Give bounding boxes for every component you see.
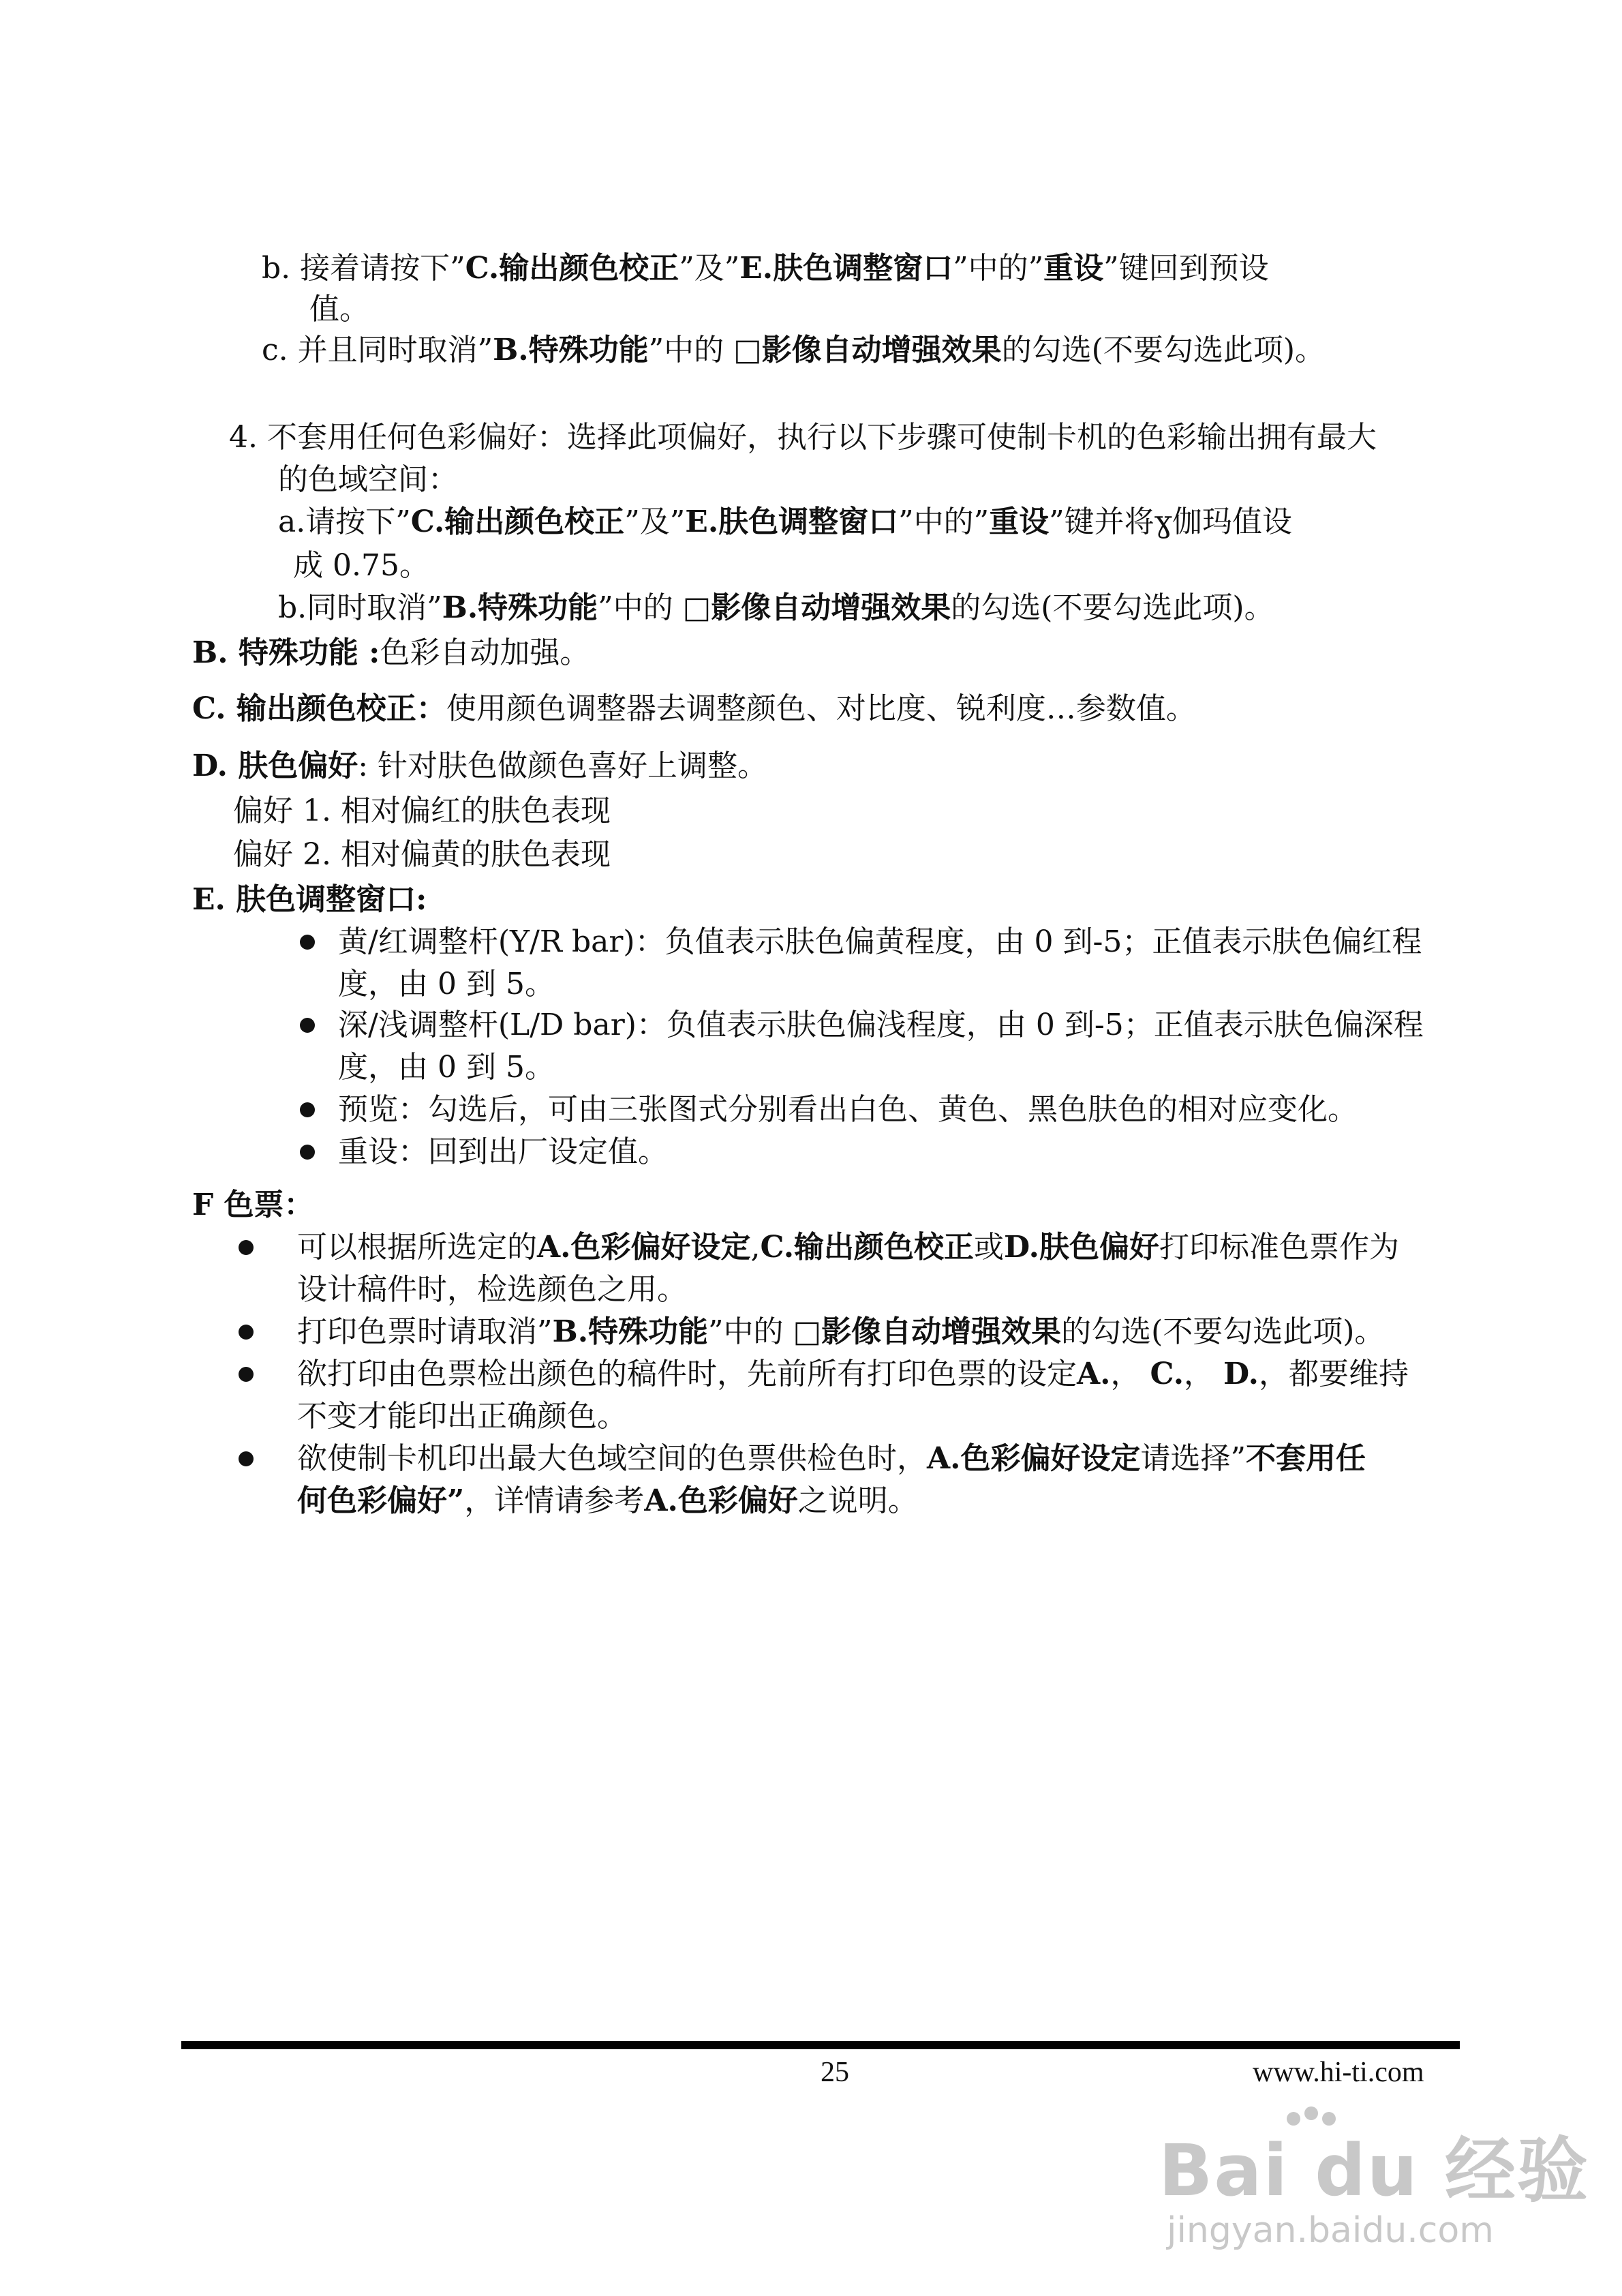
bold-text-segment: 何色彩偏好” xyxy=(297,1483,465,1518)
text-segment: ”中的 xyxy=(648,333,734,367)
bullet-icon xyxy=(239,1451,254,1466)
page-number: 25 xyxy=(821,2057,849,2088)
bold-text-segment: A.色彩偏好设定 xyxy=(537,1230,751,1265)
text-segment: 的勾选(不要勾选此项)。 xyxy=(951,590,1274,625)
bold-text-segment: C.输出颜色校正 xyxy=(410,504,625,539)
f-bullet-4-cont xyxy=(297,1481,918,1522)
bold-text-segment: □影像自动增强效果 xyxy=(682,590,951,625)
paw-icon xyxy=(1304,2106,1318,2120)
bold-text-segment: B.特殊功能 xyxy=(493,333,649,367)
text-segment: ”及” xyxy=(624,504,686,539)
text-segment: 色彩自动加强。 xyxy=(380,635,590,670)
bold-text-segment: A.色彩偏好设定 xyxy=(927,1441,1141,1476)
item-4-line-cont: 的色域空间： xyxy=(278,462,458,497)
text-segment: ”中的 xyxy=(598,590,683,625)
text-segment: b.同时取消” xyxy=(278,590,442,625)
bullet-icon xyxy=(300,1102,315,1117)
e-bullet-1-cont: 度，由 0 到 5。 xyxy=(338,967,555,1001)
text-segment: 欲使制卡机印出最大色域空间的色票供检色时， xyxy=(297,1441,927,1476)
text-segment: ”中的” xyxy=(898,504,990,539)
bold-text-segment: B. 特殊功能 : xyxy=(192,635,380,670)
e-bullet-4: 重设：回到出厂设定值。 xyxy=(338,1134,668,1169)
bold-text-segment: E.肤色调整窗口 xyxy=(739,251,953,286)
preference-2: 偏好 2. 相对偏黄的肤色表现 xyxy=(233,837,611,872)
watermark-logo xyxy=(1159,2106,1589,2212)
text-segment: b. 接着请按下” xyxy=(262,251,465,286)
bold-text-segment: □影像自动增强效果 xyxy=(793,1314,1062,1349)
text-segment: 可以根据所选定的 xyxy=(297,1230,537,1265)
item-4a-line-cont: 成 0.75。 xyxy=(293,548,429,583)
preference-1: 偏好 1. 相对偏红的肤色表现 xyxy=(233,794,611,828)
paw-icon xyxy=(1287,2112,1300,2126)
step-b-line xyxy=(262,248,1269,289)
e-bullet-3: 预览：勾选后，可由三张图式分别看出白色、黄色、黑色肤色的相对应变化。 xyxy=(338,1092,1358,1127)
e-bullet-1: 黄/红调整杆(Y/R bar)：负值表示肤色偏黄程度，由 0 到-5；正值表示肤色偏红程 xyxy=(338,924,1422,959)
item-4a-line xyxy=(278,502,1292,543)
bold-text-segment: C. 输出颜色校正： xyxy=(192,691,446,726)
f-bullet-2 xyxy=(297,1312,1384,1353)
text-segment: a.请按下” xyxy=(278,504,411,539)
bullet-icon xyxy=(300,935,315,950)
bold-text-segment: B.特殊功能 xyxy=(552,1314,709,1349)
bold-text-segment: 重设 xyxy=(1043,251,1104,286)
watermark-logo-text: Bai du 经验 xyxy=(1159,2129,1589,2212)
text-segment: 欲打印由色票检出颜色的稿件时，先前所有打印色票的设定 xyxy=(297,1357,1077,1391)
text-segment: ”中的 xyxy=(708,1314,793,1349)
section-d xyxy=(192,746,767,787)
bullet-icon xyxy=(300,1018,315,1033)
f-bullet-3 xyxy=(297,1354,1409,1395)
text-segment: 的勾选(不要勾选此项)。 xyxy=(1001,333,1326,367)
f-bullet-4 xyxy=(297,1438,1366,1479)
footer-rule xyxy=(181,2041,1460,2049)
text-segment: : 针对肤色做颜色喜好上调整。 xyxy=(358,749,768,783)
bullet-icon xyxy=(239,1240,254,1255)
text-segment: 打印标准色票作为 xyxy=(1159,1230,1399,1265)
bold-text-segment: 重设 xyxy=(989,504,1050,539)
bold-text-segment: D. 肤色偏好 xyxy=(192,749,358,783)
text-segment: 的勾选(不要勾选此项)。 xyxy=(1061,1314,1385,1349)
bullet-icon xyxy=(239,1325,254,1340)
e-bullet-2: 深/浅调整杆(L/D bar)：负值表示肤色偏浅程度，由 0 到-5；正值表示肤色偏深程 xyxy=(338,1008,1424,1042)
text-segment: ”键回到预设 xyxy=(1103,251,1269,286)
footer-website: www.hi-ti.com xyxy=(1253,2057,1424,2088)
watermark-url: jingyan.baidu.com xyxy=(1167,2210,1494,2251)
text-segment: c. 并且同时取消” xyxy=(262,333,493,367)
bullet-icon xyxy=(239,1367,254,1382)
f-bullet-3-cont: 不变才能印出正确颜色。 xyxy=(297,1399,627,1434)
text-segment: ，都要维持 xyxy=(1258,1357,1409,1391)
text-segment: , xyxy=(750,1230,761,1265)
text-segment: ”键并将ɣ伽玛值设 xyxy=(1049,504,1293,539)
section-f: F 色票： xyxy=(192,1188,314,1222)
bold-text-segment: E.肤色调整窗口 xyxy=(685,504,899,539)
e-bullet-2-cont: 度，由 0 到 5。 xyxy=(338,1050,555,1085)
step-b-line-cont: 值。 xyxy=(309,292,369,327)
bold-text-segment: A. xyxy=(1077,1357,1111,1391)
text-segment: ”及” xyxy=(679,251,740,286)
text-segment: 或 xyxy=(974,1230,1005,1265)
bold-text-segment: C. xyxy=(1150,1357,1184,1391)
item-4-line: 4. 不套用任何色彩偏好：选择此项偏好，执行以下步骤可使制卡机的色彩输出拥有最大 xyxy=(229,420,1377,455)
bullet-icon xyxy=(300,1145,315,1160)
f-bullet-1 xyxy=(297,1227,1399,1268)
text-segment: 请选择” xyxy=(1140,1441,1246,1476)
bold-text-segment: □影像自动增强效果 xyxy=(733,333,1002,367)
section-b xyxy=(192,633,590,674)
section-c xyxy=(192,689,1196,729)
bold-text-segment: D.肤色偏好 xyxy=(1004,1230,1159,1265)
section-e: E. 肤色调整窗口: xyxy=(192,882,427,917)
paw-icon xyxy=(1322,2112,1336,2126)
text-segment: 之说明。 xyxy=(797,1483,918,1518)
bold-text-segment: 不套用任 xyxy=(1245,1441,1366,1476)
text-segment: ，详情请参考 xyxy=(464,1483,645,1518)
bold-text-segment: C.输出颜色校正 xyxy=(465,251,679,286)
text-segment: 使用颜色调整器去调整颜色、对比度、锐利度…参数值。 xyxy=(446,691,1196,726)
bold-text-segment: C.输出颜色校正 xyxy=(760,1230,975,1265)
bold-text-segment: B.特殊功能 xyxy=(442,590,598,625)
item-4b-line xyxy=(278,588,1274,629)
text-segment: ”中的” xyxy=(953,251,1044,286)
step-c-line xyxy=(262,330,1325,371)
bold-text-segment: A.色彩偏好 xyxy=(644,1483,798,1518)
text-segment: ， xyxy=(1110,1357,1150,1391)
text-segment: 打印色票时请取消” xyxy=(297,1314,553,1349)
f-bullet-1-cont: 设计稿件时，检选颜色之用。 xyxy=(297,1272,687,1307)
bold-text-segment: D. xyxy=(1223,1357,1259,1391)
text-segment: ， xyxy=(1184,1357,1224,1391)
